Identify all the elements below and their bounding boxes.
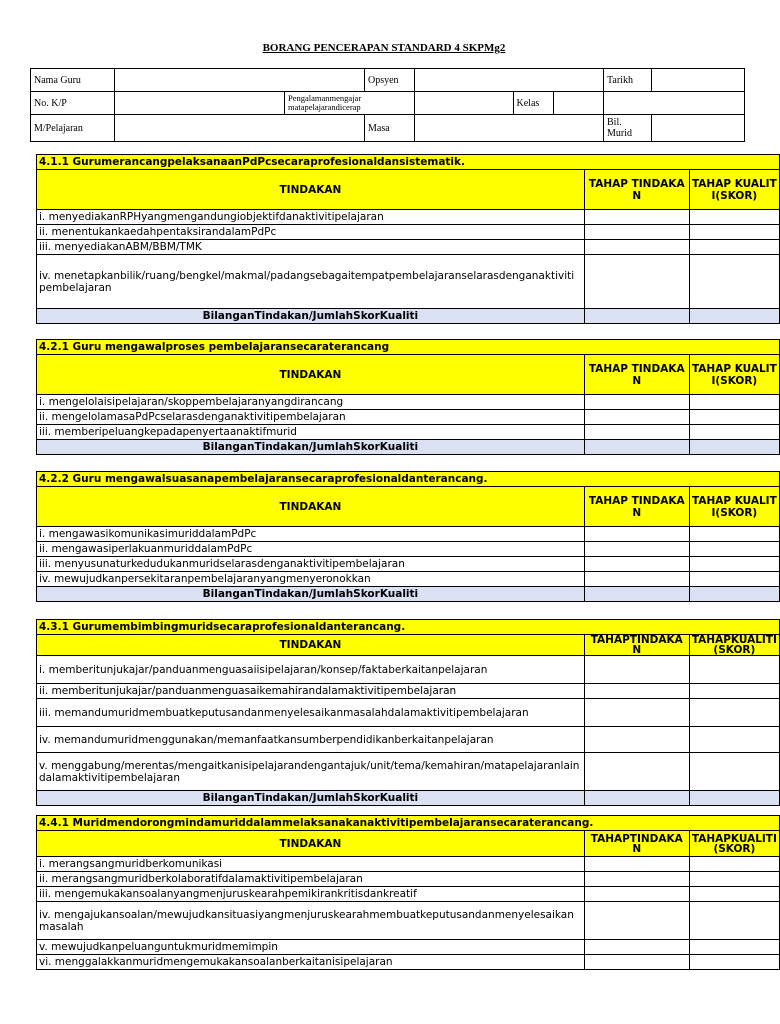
skor-cell[interactable] (689, 656, 779, 684)
skor-cell[interactable] (689, 684, 779, 699)
skor-cell[interactable] (689, 240, 779, 255)
tahap-cell[interactable] (584, 699, 689, 727)
action-item: i. merangsangmuridberkomunikasi (37, 857, 585, 872)
col-tahap-tindakan: TAHAP TINDAKAN (584, 487, 689, 527)
action-item: iv. memandumuridmenggunakan/memanfaatkansumberpendidikanberkaitanpelajaran (37, 727, 585, 753)
skor-cell[interactable] (689, 395, 779, 410)
nama-guru-field[interactable] (115, 69, 365, 92)
bil-murid-field[interactable] (652, 115, 745, 142)
tarikh-label: Tarikh (604, 69, 652, 92)
bil-murid-label: Bil. Murid (604, 115, 652, 142)
skor-cell[interactable] (689, 542, 779, 557)
action-item: iv. menetapkanbilik/ruang/bengkel/makmal/padangsebagaitempatpembelajaranselarasdenganaktiviti pembelajaran (37, 255, 585, 309)
skor-cell[interactable] (689, 210, 779, 225)
tahap-cell[interactable] (584, 684, 689, 699)
kelas-field[interactable] (553, 92, 603, 114)
pengalaman-field[interactable] (415, 92, 513, 114)
action-item: i. menyediakanRPHyangmengandungiobjektifdanaktivitipelajaran (37, 210, 585, 225)
bilangan-cell[interactable] (584, 791, 689, 806)
tahap-cell[interactable] (584, 527, 689, 542)
col-tahap-kualiti: TAHAPKUALITI(SKOR) (689, 831, 779, 857)
action-item: vi. menggalakkanmuridmengemukakansoalanberkaitanisipelajaran (37, 955, 585, 970)
col-tahap-kualiti: TAHAP KUALITI(SKOR) (689, 355, 779, 395)
skor-cell[interactable] (689, 572, 779, 587)
action-item: ii. memberitunjukajar/panduanmenguasaikemahirandalamaktivitipembelajaran (37, 684, 585, 699)
action-item: ii. mengelolamasaPdPcselarasdenganaktivitipembelajaran (37, 410, 585, 425)
col-tindakan: TINDAKAN (37, 170, 585, 210)
skor-cell[interactable] (689, 557, 779, 572)
skor-cell[interactable] (689, 955, 779, 970)
opsyen-field[interactable] (415, 69, 604, 92)
col-tahap-kualiti: TAHAP KUALITI(SKOR) (689, 170, 779, 210)
jumlah-cell[interactable] (689, 587, 779, 602)
section-title: 4.2.2 Guru mengawalsuasanapembelajaransecaraprofesionaldanterancang. (37, 472, 780, 487)
pengalaman-label: Pengalamanmengajar matapelajarandicerap (285, 92, 415, 115)
section-4-2-2 (36, 471, 780, 602)
col-tahap-tindakan: TAHAP TINDAKAN (584, 355, 689, 395)
skor-cell[interactable] (689, 940, 779, 955)
kelas-label: Kelas (513, 92, 553, 114)
masa-field[interactable] (415, 115, 604, 142)
tahap-cell[interactable] (584, 887, 689, 902)
tahap-cell[interactable] (584, 557, 689, 572)
action-item: ii. merangsangmuridberkolaboratifdalamaktivitipembelajaran (37, 872, 585, 887)
tahap-cell[interactable] (584, 425, 689, 440)
action-item: ii. mengawasiperlakuanmuriddalamPdPc (37, 542, 585, 557)
tahap-cell[interactable] (584, 902, 689, 940)
footer-label: BilanganTindakan/JumlahSkorKualiti (37, 440, 585, 455)
section-4-4-1 (36, 815, 780, 970)
section-title: 4.1.1 GurumerancangpelaksanaanPdPcsecaraprofesionaldansistematik. (37, 155, 780, 170)
opsyen-label: Opsyen (365, 69, 415, 92)
skor-cell[interactable] (689, 425, 779, 440)
action-item: iv. mengajukansoalan/mewujudkansituasiyangmenjuruskearahmembuatkeputusandanmenyelesaikanmasalah (37, 902, 585, 940)
skor-cell[interactable] (689, 410, 779, 425)
tahap-cell[interactable] (584, 240, 689, 255)
section-4-2-1 (36, 339, 780, 455)
action-item: i. mengawasikomunikasimuriddalamPdPc (37, 527, 585, 542)
tahap-cell[interactable] (584, 940, 689, 955)
col-tahap-kualiti: TAHAPKUALITI(SKOR) (689, 635, 779, 656)
jumlah-cell[interactable] (689, 440, 779, 455)
action-item: iii. memandumuridmembuatkeputusandanmenyelesaikanmasalahdalamaktivitipembelajaran (37, 699, 585, 727)
tahap-cell[interactable] (584, 857, 689, 872)
tahap-cell[interactable] (584, 727, 689, 753)
tahap-cell[interactable] (584, 210, 689, 225)
mpelajaran-field[interactable] (115, 115, 365, 142)
action-item: iv. mewujudkanpersekitaranpembelajaranyangmenyeronokkan (37, 572, 585, 587)
tahap-cell[interactable] (584, 656, 689, 684)
action-item: v. mewujudkanpeluanguntukmuridmemimpin (37, 940, 585, 955)
tarikh-field[interactable] (652, 69, 745, 92)
skor-cell[interactable] (689, 857, 779, 872)
masa-label: Masa (365, 115, 415, 142)
section-4-3-1 (36, 619, 780, 806)
action-item: iii. mengemukakansoalanyangmenjuruskearahpemikirankritisdankreatif (37, 887, 585, 902)
kelas-field-extended[interactable] (604, 92, 745, 115)
no-kp-field[interactable] (115, 92, 285, 115)
section-title: 4.2.1 Guru mengawalproses pembelajaransecaraterancang (37, 340, 780, 355)
col-tahap-tindakan: TAHAPTINDAKAN (584, 635, 689, 656)
tahap-cell[interactable] (584, 225, 689, 240)
footer-label: BilanganTindakan/JumlahSkorKualiti (37, 309, 585, 324)
col-tindakan: TINDAKAN (37, 355, 585, 395)
action-item: i. mengelolaisipelajaran/skoppembelajaranyangdirancang (37, 395, 585, 410)
col-tahap-tindakan: TAHAP TINDAKAN (584, 170, 689, 210)
nama-guru-label: Nama Guru (31, 69, 115, 92)
action-item: iii. menyusunaturkedudukanmuridselarasdenganaktivitipembelajaran (37, 557, 585, 572)
tahap-cell[interactable] (584, 955, 689, 970)
skor-cell[interactable] (689, 902, 779, 940)
form-title: BORANG PENCERAPAN STANDARD 4 SKPMg2 (262, 42, 506, 54)
skor-cell[interactable] (689, 699, 779, 727)
action-item: iii. memberipeluangkepadapenyertaanaktifmurid (37, 425, 585, 440)
skor-cell[interactable] (689, 255, 779, 309)
action-item: i. memberitunjukajar/panduanmenguasaiisipelajaran/konsep/faktaberkaitanpelajaran (37, 656, 585, 684)
skor-cell[interactable] (689, 753, 779, 791)
skor-cell[interactable] (689, 727, 779, 753)
bilangan-cell[interactable] (584, 309, 689, 324)
tahap-cell[interactable] (584, 395, 689, 410)
jumlah-cell[interactable] (689, 791, 779, 806)
action-item: ii. menentukankaedahpentaksirandalamPdPc (37, 225, 585, 240)
tahap-cell[interactable] (584, 872, 689, 887)
teacher-info-table (30, 68, 745, 142)
col-tahap-tindakan: TAHAPTINDAKAN (584, 831, 689, 857)
tahap-cell[interactable] (584, 410, 689, 425)
section-title: 4.3.1 Gurumembimbingmuridsecaraprofesionaldanterancang. (37, 620, 780, 635)
section-title: 4.4.1 Muridmendorongmindamuriddalammelaksanakanaktivitipembelajaransecaraterancang. (37, 816, 780, 831)
tahap-cell[interactable] (584, 255, 689, 309)
bilangan-cell[interactable] (584, 440, 689, 455)
jumlah-cell[interactable] (689, 309, 779, 324)
col-tahap-kualiti: TAHAP KUALITI(SKOR) (689, 487, 779, 527)
action-item: iii. menyediakanABM/BBM/TMK (37, 240, 585, 255)
section-4-1-1 (36, 154, 780, 324)
tahap-cell[interactable] (584, 572, 689, 587)
skor-cell[interactable] (689, 527, 779, 542)
skor-cell[interactable] (689, 225, 779, 240)
tahap-cell[interactable] (584, 753, 689, 791)
mpelajaran-label: M/Pelajaran (31, 115, 115, 142)
skor-cell[interactable] (689, 887, 779, 902)
footer-label: BilanganTindakan/JumlahSkorKualiti (37, 587, 585, 602)
col-tindakan: TINDAKAN (37, 487, 585, 527)
no-kp-label: No. K/P (31, 92, 115, 115)
tahap-cell[interactable] (584, 542, 689, 557)
footer-label: BilanganTindakan/JumlahSkorKualiti (37, 791, 585, 806)
col-tindakan: TINDAKAN (37, 831, 585, 857)
skor-cell[interactable] (689, 872, 779, 887)
action-item: v. menggabung/merentas/mengaitkanisipelajarandengantajuk/unit/tema/kemahiran/matapelajaranlaindalamaktivitipembelajaran (37, 753, 585, 791)
col-tindakan: TINDAKAN (37, 635, 585, 656)
bilangan-cell[interactable] (584, 587, 689, 602)
